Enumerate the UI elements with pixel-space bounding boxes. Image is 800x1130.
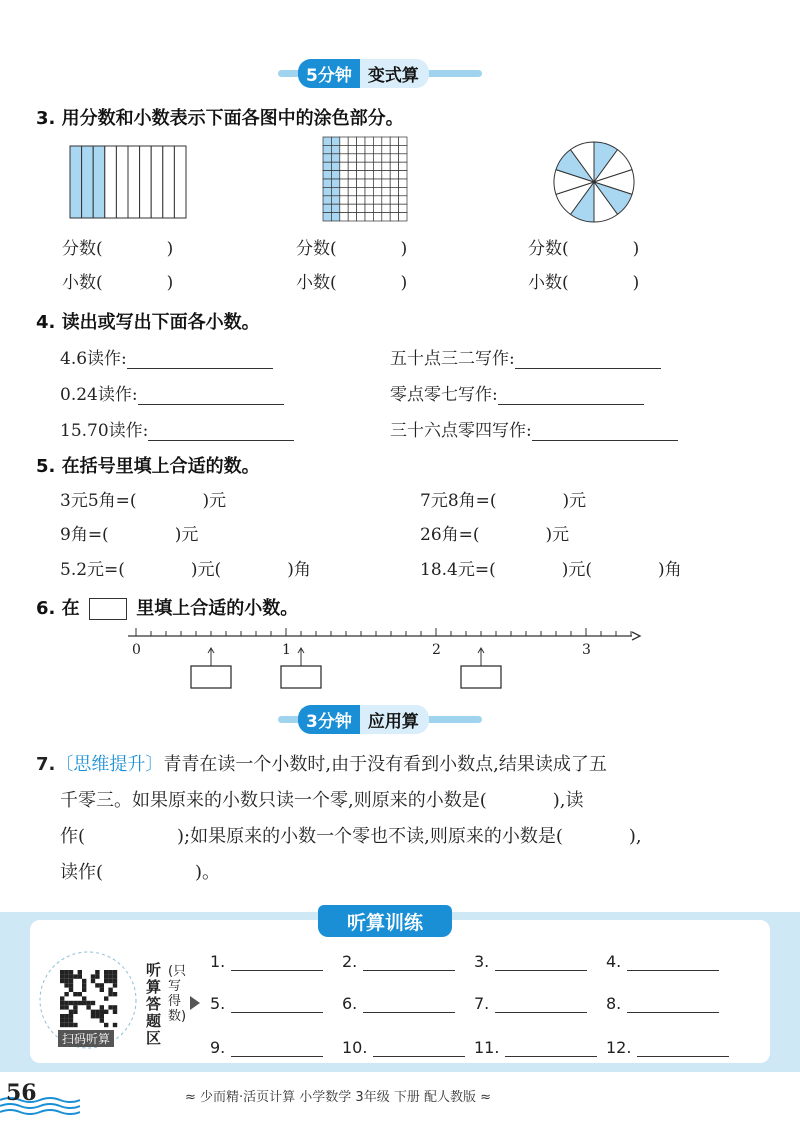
grid-cell [365, 145, 373, 153]
grid-cell [331, 162, 339, 170]
grid-cell [348, 154, 356, 162]
grid-cell [357, 204, 365, 212]
q4-left-3: 15.70读作: [60, 416, 294, 441]
listening-item [210, 994, 323, 1013]
grid-cell [323, 213, 331, 221]
grid-cell [331, 179, 339, 187]
grid-cell [340, 196, 348, 204]
grid-cell [382, 154, 390, 162]
listening-item [210, 952, 323, 971]
q3-fraction-1: 分数( ) [62, 239, 174, 259]
grid-cell [382, 145, 390, 153]
listening-title: 听算训练 [318, 905, 452, 937]
q3-fraction-3: 分数( ) [528, 239, 640, 259]
strip-cell [174, 146, 186, 218]
q5-row1-right: 7元8角=( )元 [420, 491, 587, 511]
thinking-tag: 〔思维提升〕 [55, 754, 164, 775]
grid-cell [348, 196, 356, 204]
answer-area-note: (只写得数) [168, 964, 187, 1024]
answer-blank[interactable] [363, 994, 455, 1013]
grid-cell [399, 162, 407, 170]
grid-cell [373, 137, 381, 145]
listening-item [342, 952, 455, 971]
question-4-title: 4. 读出或写出下面各小数。 [36, 312, 260, 333]
up-arrow-icon [208, 648, 214, 666]
strip-cell [93, 146, 105, 218]
grid-cell [399, 196, 407, 204]
grid-cell [348, 213, 356, 221]
grid-cell [390, 213, 398, 221]
grid-cell [331, 204, 339, 212]
grid-cell [382, 162, 390, 170]
q4-left-1: 4.6读作: [60, 344, 273, 369]
strip-cell [163, 146, 175, 218]
answer-blank[interactable] [373, 1038, 465, 1057]
strip-cell [105, 146, 117, 218]
grid-cell [340, 204, 348, 212]
answer-blank[interactable] [231, 994, 323, 1013]
grid-cell [399, 154, 407, 162]
grid-cell [373, 187, 381, 195]
tick-label: 3 [582, 642, 591, 658]
section-banner-5min [298, 60, 429, 86]
grid-cell [357, 137, 365, 145]
grid-cell [348, 137, 356, 145]
item-number: 5. [210, 994, 226, 1013]
banner-title: 变式算 [360, 59, 429, 88]
q5-row2-right: 26角=( )元 [420, 525, 570, 545]
listening-item [606, 952, 719, 971]
grid-cell [340, 213, 348, 221]
strip-cell [116, 146, 128, 218]
grid-cell [340, 179, 348, 187]
grid-cell [390, 179, 398, 187]
grid-cell [382, 171, 390, 179]
strip-cell [70, 146, 82, 218]
grid-cell [382, 187, 390, 195]
listening-item [474, 994, 587, 1013]
grid-cell [373, 179, 381, 187]
item-number: 2. [342, 952, 358, 971]
grid-cell [390, 204, 398, 212]
item-number: 11. [474, 1038, 500, 1057]
question-5-title: 5. 在括号里填上合适的数。 [36, 456, 260, 477]
item-number: 6. [342, 994, 358, 1013]
answer-box [461, 666, 501, 688]
grid-cell [390, 162, 398, 170]
grid-cell [390, 145, 398, 153]
q5-row3-left: 5.2元=( )元( )角 [60, 560, 311, 580]
grid-cell [331, 137, 339, 145]
strip-cell [151, 146, 163, 218]
grid-cell [382, 213, 390, 221]
up-arrow-icon [478, 648, 484, 666]
item-number: 3. [474, 952, 490, 971]
grid-cell [399, 179, 407, 187]
grid-cell [348, 162, 356, 170]
grid-cell [357, 196, 365, 204]
grid-cell [357, 213, 365, 221]
grid-cell [340, 137, 348, 145]
q5-row2-left: 9角=( )元 [60, 525, 199, 545]
grid-cell [331, 196, 339, 204]
grid-cell [390, 196, 398, 204]
grid-cell [323, 171, 331, 179]
q5-row3-right: 18.4元=( )元( )角 [420, 560, 682, 580]
strip-cell [128, 146, 140, 218]
grid-cell [399, 171, 407, 179]
q3-decimal-3: 小数( ) [528, 273, 640, 293]
item-number: 9. [210, 1038, 226, 1057]
qr-label: 扫码听算 [58, 1030, 114, 1047]
grid-cell [373, 145, 381, 153]
grid-cell [348, 204, 356, 212]
grid-cell [365, 187, 373, 195]
grid-cell [390, 137, 398, 145]
q7-line-3: 作( );如果原来的小数一个零也不读,则原来的小数是( ), [60, 826, 642, 847]
grid-cell [373, 196, 381, 204]
grid-cell [331, 187, 339, 195]
grid-cell [323, 187, 331, 195]
grid-cell [340, 171, 348, 179]
grid-cell [323, 162, 331, 170]
grid-cell [323, 154, 331, 162]
grid-cell [373, 162, 381, 170]
grid-cell [340, 187, 348, 195]
grid-cell [323, 196, 331, 204]
listening-item [342, 1038, 465, 1057]
answer-blank[interactable] [505, 1038, 597, 1057]
grid-cell [323, 204, 331, 212]
answer-blank[interactable] [231, 1038, 323, 1057]
answer-blank[interactable] [637, 1038, 729, 1057]
q4-left-2: 0.24读作: [60, 380, 284, 405]
arrow-icon [190, 996, 200, 1010]
grid-cell [348, 171, 356, 179]
figure-strip [68, 144, 188, 220]
grid-cell [323, 179, 331, 187]
q4-right-3: 三十六点零四写作: [390, 416, 678, 441]
grid-cell [365, 171, 373, 179]
q3-decimal-1: 小数( ) [62, 273, 174, 293]
question-6-title: 6. 在 里填上合适的小数。 [36, 598, 299, 619]
grid-cell [357, 154, 365, 162]
strip-cell [82, 146, 94, 218]
number-line [120, 620, 650, 690]
item-number: 12. [606, 1038, 632, 1057]
grid-cell [323, 145, 331, 153]
grid-cell [331, 154, 339, 162]
grid-cell [357, 162, 365, 170]
listening-item [606, 994, 719, 1013]
grid-cell [373, 171, 381, 179]
grid-cell [373, 204, 381, 212]
grid-cell [365, 179, 373, 187]
q4-right-1: 五十点三二写作: [390, 344, 661, 369]
answer-area-label: 听算答题区 [146, 961, 162, 1047]
q7-line-4: 读作( )。 [60, 862, 221, 883]
grid-cell [382, 137, 390, 145]
footer-text: ≈ 少而精·活页计算 小学数学 3年级 下册 配人教版 ≈ [185, 1090, 491, 1105]
answer-blank[interactable] [495, 994, 587, 1013]
listening-item [474, 1038, 597, 1057]
answer-box [281, 666, 321, 688]
grid-cell [340, 145, 348, 153]
q3-fraction-2: 分数( ) [296, 239, 408, 259]
item-number: 7. [474, 994, 490, 1013]
banner-time: 3分钟 [298, 705, 360, 734]
grid-cell [382, 196, 390, 204]
grid-cell [365, 213, 373, 221]
grid-cell [382, 179, 390, 187]
grid-cell [390, 171, 398, 179]
answer-blank[interactable] [231, 952, 323, 971]
tick-label: 0 [132, 642, 141, 658]
banner-time: 5分钟 [298, 59, 360, 88]
page-number: 56 [6, 1080, 37, 1106]
tick-label: 1 [282, 642, 291, 658]
grid-cell [340, 154, 348, 162]
grid-cell [357, 179, 365, 187]
grid-cell [357, 145, 365, 153]
grid-cell [331, 171, 339, 179]
grid-cell [340, 162, 348, 170]
grid-cell [373, 154, 381, 162]
listening-item [342, 994, 455, 1013]
strip-cell [140, 146, 152, 218]
grid-cell [365, 196, 373, 204]
item-number: 4. [606, 952, 622, 971]
grid-cell [365, 154, 373, 162]
answer-box [191, 666, 231, 688]
answer-blank[interactable] [495, 952, 587, 971]
listening-item [210, 1038, 323, 1057]
section-banner-3min [298, 706, 429, 732]
answer-blank[interactable] [363, 952, 455, 971]
grid-cell [365, 204, 373, 212]
tick-label: 2 [432, 642, 441, 658]
grid-cell [399, 187, 407, 195]
grid-cell [365, 137, 373, 145]
item-number: 10. [342, 1038, 368, 1057]
figure-grid [322, 136, 410, 222]
grid-cell [348, 179, 356, 187]
grid-cell [348, 145, 356, 153]
grid-cell [399, 137, 407, 145]
q4-right-2: 零点零七写作: [390, 380, 644, 405]
item-number: 1. [210, 952, 226, 971]
grid-cell [365, 162, 373, 170]
grid-cell [331, 145, 339, 153]
axis-arrow-icon [632, 632, 640, 640]
up-arrow-icon [298, 648, 304, 666]
grid-cell [390, 187, 398, 195]
listening-item [474, 952, 587, 971]
grid-cell [390, 154, 398, 162]
q3-decimal-2: 小数( ) [296, 273, 408, 293]
q7-line-2: 千零三。如果原来的小数只读一个零,则原来的小数是( ),读 [60, 790, 584, 811]
grid-cell [399, 204, 407, 212]
listening-item [606, 1038, 729, 1057]
grid-cell [357, 187, 365, 195]
q5-row1-left: 3元5角=( )元 [60, 491, 227, 511]
answer-blank[interactable] [627, 994, 719, 1013]
grid-cell [348, 187, 356, 195]
answer-blank[interactable] [627, 952, 719, 971]
grid-cell [399, 213, 407, 221]
grid-cell [331, 213, 339, 221]
question-3-title: 3. 用分数和小数表示下面各图中的涂色部分。 [36, 108, 404, 129]
item-number: 8. [606, 994, 622, 1013]
grid-cell [357, 171, 365, 179]
grid-cell [399, 145, 407, 153]
grid-cell [323, 137, 331, 145]
grid-cell [382, 204, 390, 212]
banner-title: 应用算 [360, 705, 429, 734]
grid-cell [373, 213, 381, 221]
q7-line-1: 7.〔思维提升〕青青在读一个小数时,由于没有看到小数点,结果读成了五 [36, 754, 607, 775]
figure-circle [552, 140, 636, 224]
